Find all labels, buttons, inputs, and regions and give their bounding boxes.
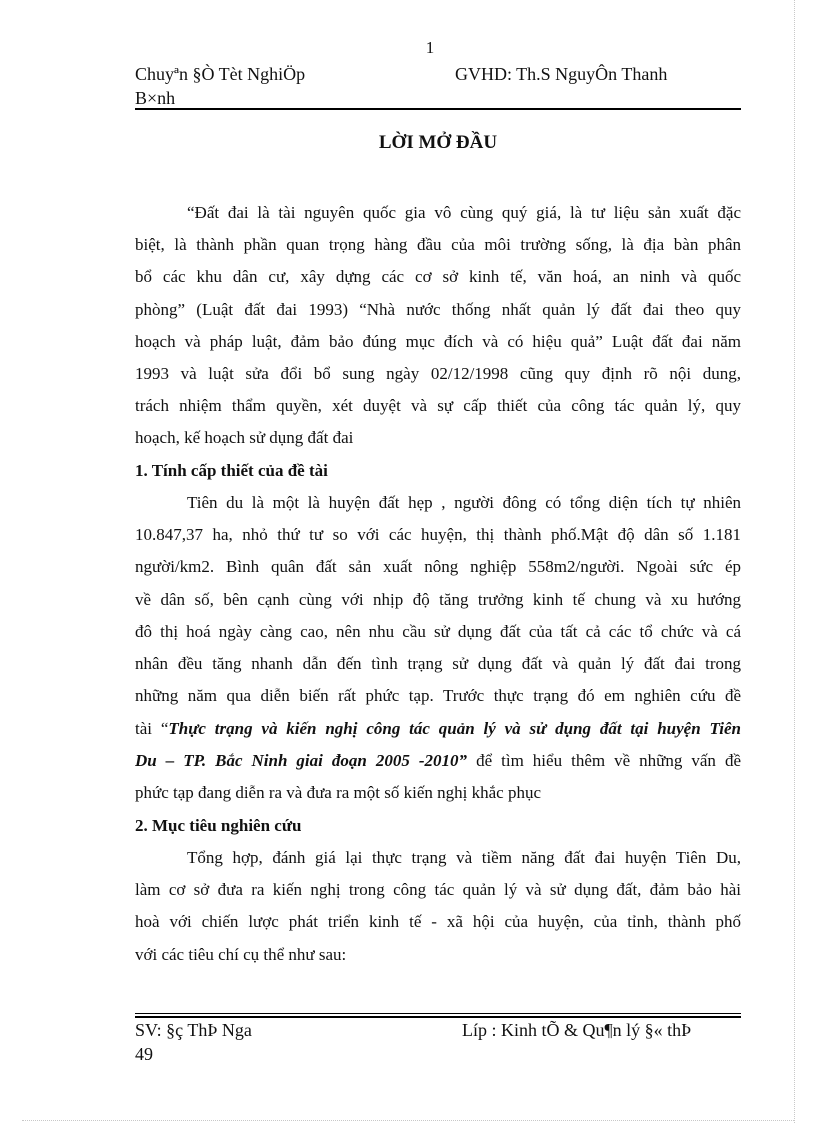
page-edge-right [794,0,795,1123]
section1-line: nhân đều tăng nhanh dẫn đến tình trạng sử dụng đất và quản lý đất đai trong [135,654,741,673]
paragraph1-line: phòng” (Luật đất đai 1993) “Nhà nước thống nhất quản lý đất đai theo quy [135,300,741,319]
paragraph1-line: hoạch và pháp luật, đảm bảo đúng mục đích và có hiệu quả” Luật đất đai năm [135,332,741,351]
section2-line: Tổng hợp, đánh giá lại thực trạng và tiềm năng đất đai huyện Tiên Du, [187,848,741,867]
thesis-title-part1: Thực trạng và kiến nghị công tác quản lý và sử dụng đất tại huyện Tiên [168,719,741,738]
section1-line: những năm qua diễn biến rất phức tạp. Trước thực trạng đó em nghiên cứu đề [135,686,741,705]
header-left-line2: B×nh [135,88,176,108]
section1-line: người/km2. Bình quân đất sản xuất nông nghiệp 558m2/người. Ngoài sức ép [135,557,741,576]
document-title: LỜI MỞ ĐẦU [378,132,498,153]
header-divider [135,108,741,110]
paragraph1-line: biệt, là thành phần quan trọng hàng đầu của môi trường sống, là địa bàn phân [135,235,741,254]
page-number: 1 [425,38,435,57]
section2-line: làm cơ sở đưa ra kiến nghị trong công tác quản lý và sử dụng đất, đảm bảo hài [135,880,741,899]
section1-heading: 1. Tính cấp thiết của đề tài [135,461,328,480]
thesis-title-part2: Du – TP. Bắc Ninh giai đoạn 2005 -2010” [135,751,468,770]
footer-right: Líp : Kinh tÕ & Qu¶n lý §« thÞ [462,1020,692,1040]
section1-line9-rest: để tìm hiểu thêm về những vấn đề [467,751,741,770]
section2-line: hoà với chiến lược phát triển kinh tế - xã hội của huyện, của tỉnh, thành phố [135,912,741,931]
section1-line [135,713,741,745]
section1-line: Tiên du là một là huyện đất hẹp , người đông có tổng diện tích tự nhiên [187,493,741,512]
header-right: GVHD: Th.S NguyÔn Thanh [455,64,668,84]
paragraph1-line: “Đất đai là tài nguyên quốc gia vô cùng quý giá, là tư liệu sản xuất đặc [187,203,741,222]
header-left-line1: Chuyªn §Ò Tèt NghiÖp [135,64,306,84]
paragraph1-line: trách nhiệm thẩm quyền, xét duyệt và sự cấp thiết của công tác quản lý, quy [135,396,741,415]
section1-line: 10.847,37 ha, nhỏ thứ tư so với các huyện, thị thành phố.Mật độ dân số 1.181 [135,525,741,544]
section1-line: đô thị hoá ngày càng cao, nên nhu cầu sử dụng đất của tất cả các tổ chức và cá [135,622,741,641]
section1-line: về dân số, bên cạnh cùng với nhịp độ tăng trưởng kinh tế chung và xu hướng [135,590,741,609]
section2-line: với các tiêu chí cụ thể như sau: [135,945,347,964]
footer-left-line1: SV: §ç ThÞ Nga [135,1020,252,1040]
section1-line [135,745,741,777]
paragraph1-line: 1993 và luật sửa đổi bổ sung ngày 02/12/1998 cũng quy định rõ nội dung, [135,364,741,383]
paragraph1-line: hoạch, kế hoạch sử dụng đất đai [135,428,354,447]
section2-heading: 2. Mục tiêu nghiên cứu [135,816,302,835]
section1-line: phức tạp đang diễn ra và đưa ra một số kiến nghị khắc phục [135,783,541,802]
footer-divider-thin [135,1013,741,1014]
page-edge-bottom [22,1120,794,1121]
paragraph1-line: bổ các khu dân cư, xây dựng các cơ sở kinh tế, văn hoá, an ninh và quốc [135,267,741,286]
section1-line8-prefix: tài “ [135,719,169,738]
footer-left-line2: 49 [135,1044,153,1064]
